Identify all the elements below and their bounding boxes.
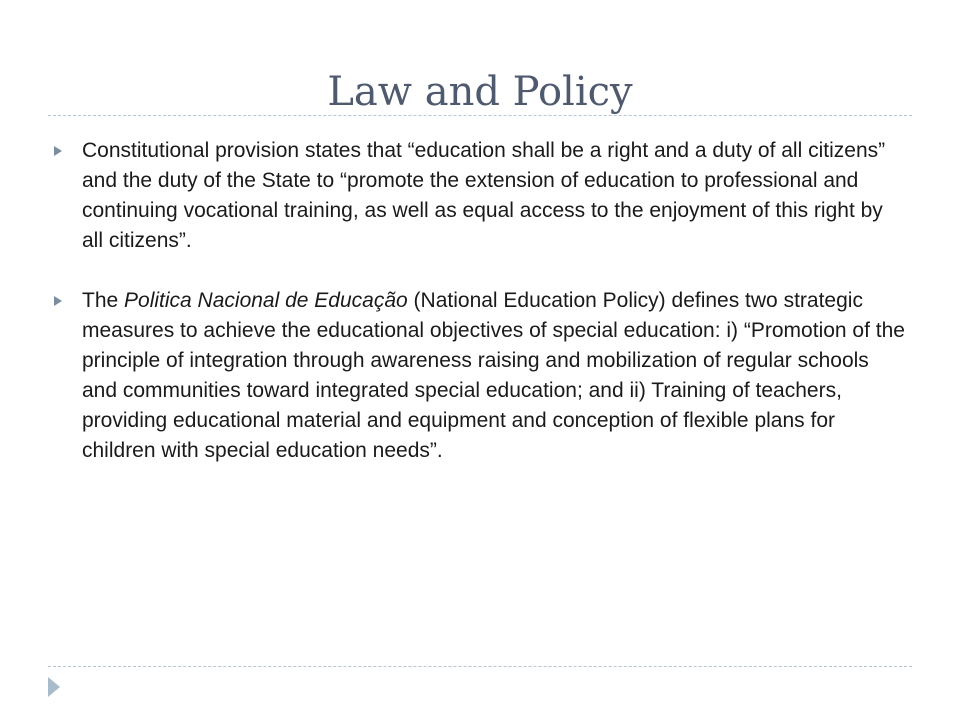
bullet-text: Constitutional provision states that “education shall be a right and a duty of all citizens” and the duty of the State to “promote the extension of education to professional and continuing vocational training, as well as equal access to the enjoyment of this right by all citizens”.	[82, 139, 886, 252]
triangle-bullet-icon	[54, 146, 62, 156]
triangle-footer-icon	[48, 677, 60, 697]
title-divider	[48, 115, 912, 116]
bullet-list	[48, 136, 908, 466]
bullet-text-prefix: The	[82, 289, 125, 312]
slide-title: Law and Policy	[327, 69, 633, 115]
policy-name: Politica Nacional de Educação	[124, 289, 408, 312]
triangle-bullet-icon	[54, 296, 62, 306]
bullet-text-suffix: (National Education Policy) defines two strategic measures to achieve the educational objectives of special education: i) “Promotion of the principle of integration through awareness raising and mobilization of regular schools and communities toward integrated special education; and ii) Training of teachers, providing educational material and equipment and conception of flexible plans for children with special education needs”.	[82, 289, 905, 462]
footer-divider	[48, 666, 912, 667]
bullet-item-1	[48, 136, 908, 256]
bullet-item-2	[48, 286, 908, 466]
